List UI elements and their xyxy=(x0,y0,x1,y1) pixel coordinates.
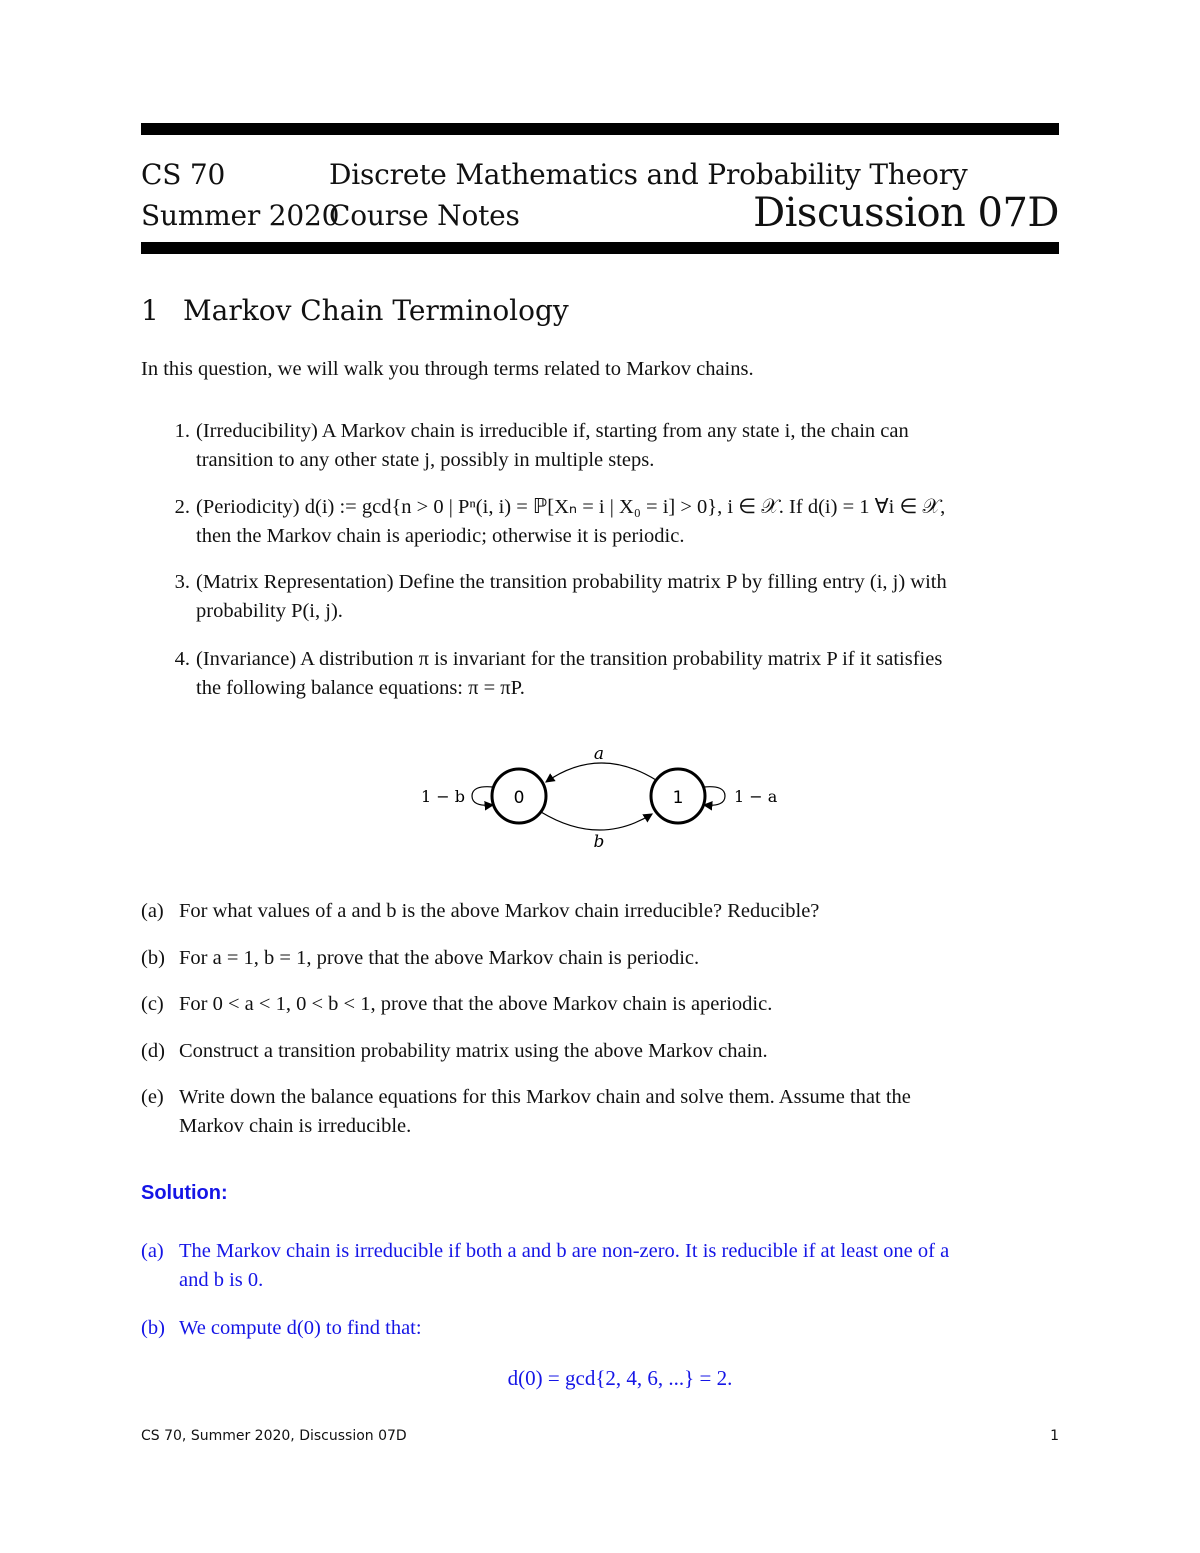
term-line: probability P(i, j). xyxy=(196,600,343,622)
footer-text: CS 70, Summer 2020, Discussion 07D xyxy=(141,1428,407,1444)
question-text: Write down the balance equations for this Markov chain and solve them. Assume that the xyxy=(179,1086,911,1108)
question-item xyxy=(141,1083,1059,1143)
term-line: then the Markov chain is aperiodic; otherwise it is periodic. xyxy=(196,525,685,547)
term-number: 4. xyxy=(174,648,190,670)
question-item xyxy=(141,897,1059,926)
solution-heading: Solution: xyxy=(141,1182,228,1204)
term-line: (Matrix Representation) Define the transition probability matrix P by filling entry (i, j) with xyxy=(196,571,947,593)
intro-text: In this question, we will walk you through terms related to Markov chains. xyxy=(141,358,754,380)
question-text: For what values of a and b is the above Markov chain irreducible? Reducible? xyxy=(179,900,820,922)
solution-text: and b is 0. xyxy=(179,1269,264,1291)
course-subtitle: Course Notes xyxy=(329,199,520,232)
course-term: Summer 2020 xyxy=(141,199,340,232)
course-title: Discrete Mathematics and Probability Theory xyxy=(329,158,968,191)
self-loop-left-label: 1 − b xyxy=(421,787,465,806)
term-item xyxy=(160,493,1060,553)
self-loop-right-label: 1 − a xyxy=(734,787,778,806)
question-label: (c) xyxy=(141,993,164,1015)
edge-1-to-0 xyxy=(546,763,656,782)
question-label: (b) xyxy=(141,947,165,969)
question-item xyxy=(141,1037,1059,1066)
self-loop-1 xyxy=(704,787,725,806)
edge-0-to-1 xyxy=(541,812,652,830)
term-line: the following balance equations: π = πP. xyxy=(196,677,525,699)
question-text: For a = 1, b = 1, prove that the above Markov chain is periodic. xyxy=(179,947,700,969)
question-label: (e) xyxy=(141,1086,164,1108)
edge-top-label: a xyxy=(593,744,605,764)
course-code: CS 70 xyxy=(141,158,226,191)
markov-chain-diagram xyxy=(380,735,820,860)
question-text: Construct a transition probability matrix using the above Markov chain. xyxy=(179,1040,768,1062)
solution-equation: d(0) = gcd{2, 4, 6, ...} = 2. xyxy=(507,1366,733,1390)
solution-text: The Markov chain is irreducible if both a and b are non-zero. It is reducible if at least one of a xyxy=(179,1240,950,1262)
term-item xyxy=(160,417,1060,477)
section-number: 1 xyxy=(141,294,159,327)
question-label: (a) xyxy=(141,900,164,922)
term-item xyxy=(160,645,1060,705)
solution-item xyxy=(141,1237,1059,1297)
header-top-rule xyxy=(141,123,1059,135)
page-number: 1 xyxy=(1050,1428,1059,1444)
solution-item xyxy=(141,1314,1059,1343)
solution-text: We compute d(0) to find that: xyxy=(179,1317,422,1339)
term-line: (Irreducibility) A Markov chain is irreducible if, starting from any state i, the chain can xyxy=(196,420,909,442)
term-number: 2. xyxy=(174,496,190,518)
state-1-label: 1 xyxy=(672,788,684,808)
term-line: (Invariance) A distribution π is invariant for the transition probability matrix P if it satisfies xyxy=(196,648,943,670)
question-item xyxy=(141,990,1059,1019)
term-line: (Periodicity) d(i) := gcd{n > 0 | Pⁿ(i, i) = ℙ[Xₙ = i | X₀ = i] > 0}, i ∈ 𝒳. If d(i) = 1 ∀i ∈ 𝒳, xyxy=(196,496,946,518)
solution-label: (a) xyxy=(141,1240,164,1262)
state-0-label: 0 xyxy=(513,788,525,808)
question-text: Markov chain is irreducible. xyxy=(179,1115,412,1137)
document-id: Discussion 07D xyxy=(753,190,1059,236)
term-item xyxy=(160,568,1060,628)
section-title: Markov Chain Terminology xyxy=(183,294,569,327)
term-number: 1. xyxy=(174,420,190,442)
self-loop-0 xyxy=(472,787,493,806)
question-label: (d) xyxy=(141,1040,165,1062)
term-line: transition to any other state j, possibly in multiple steps. xyxy=(196,449,655,471)
edge-bottom-label: b xyxy=(593,832,605,852)
solution-label: (b) xyxy=(141,1317,165,1339)
term-number: 3. xyxy=(174,571,190,593)
question-item xyxy=(141,944,1059,973)
question-text: For 0 < a < 1, 0 < b < 1, prove that the above Markov chain is aperiodic. xyxy=(179,993,773,1015)
header-bottom-rule xyxy=(141,242,1059,254)
